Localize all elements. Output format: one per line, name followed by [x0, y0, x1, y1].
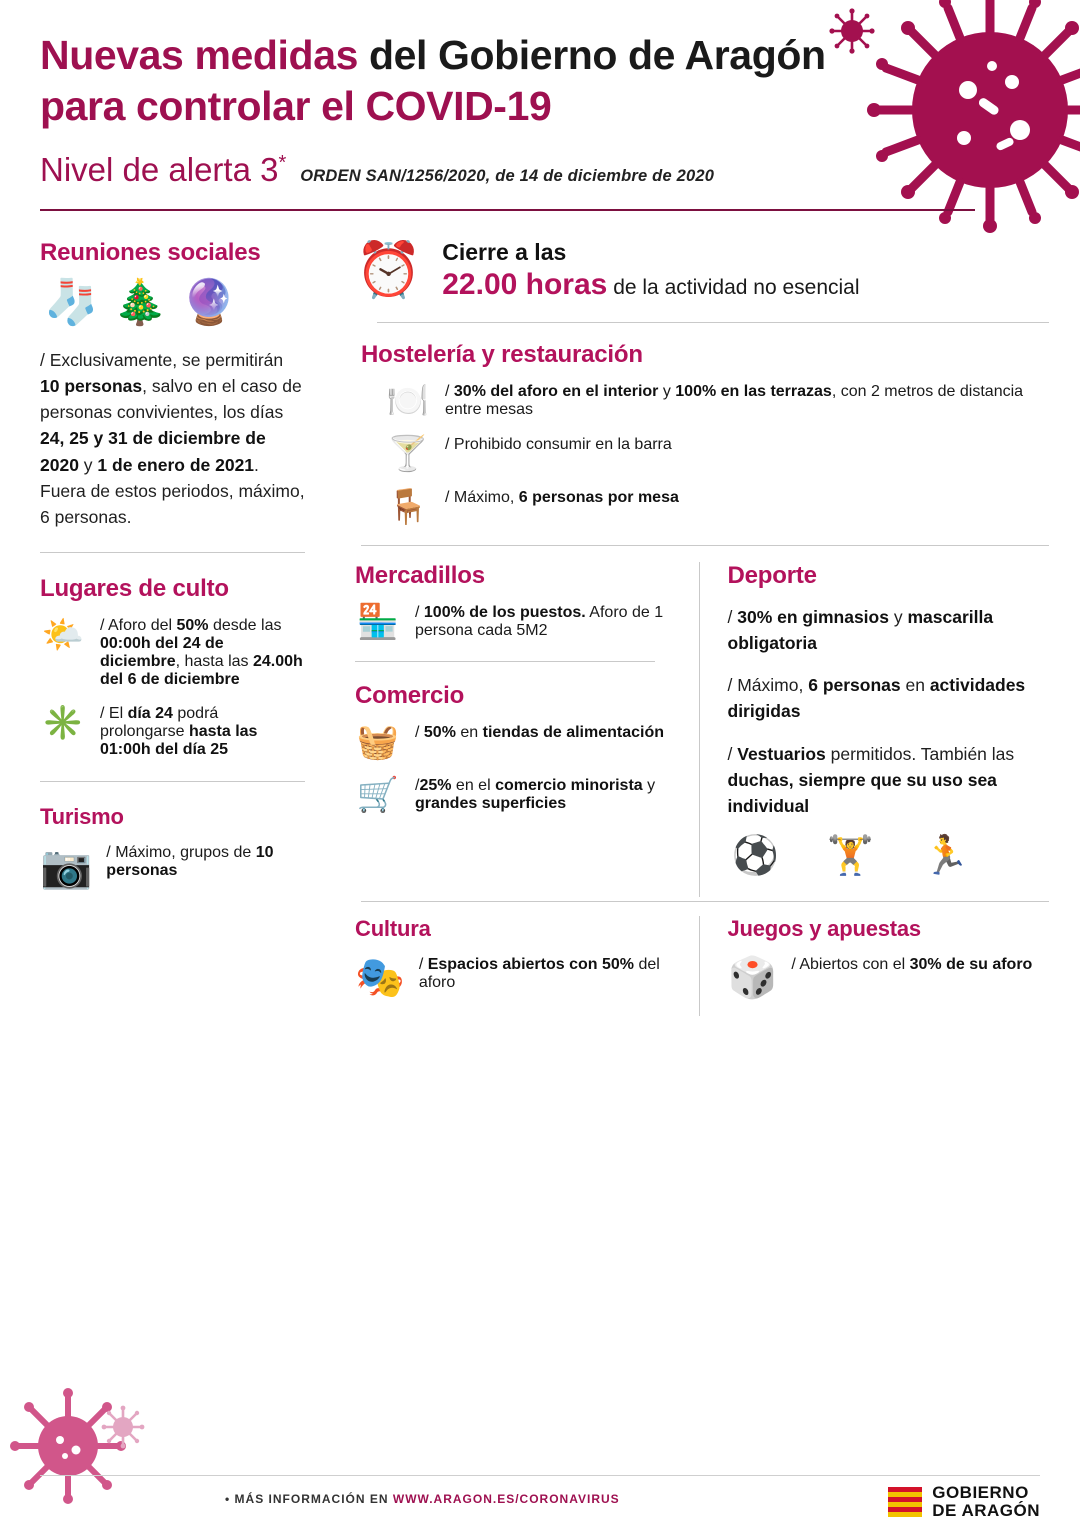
market-stall-icon: 🏪 — [356, 602, 400, 641]
cultura-item — [355, 956, 677, 1000]
reuniones-t3: y — [78, 454, 98, 475]
juegos-item — [728, 956, 1050, 1000]
culto-item-2-text — [100, 705, 305, 759]
star-sparkle-icon: ✳️ — [41, 704, 85, 743]
reuniones-b3: 1 de enero de 2021 — [97, 454, 255, 475]
turismo-pre: / Máximo, grupos de — [106, 844, 256, 862]
food-basket-icon: 🧺 — [356, 723, 400, 762]
order-reference: ORDEN SAN/1256/2020, de 14 de diciembre de 2020 — [300, 166, 715, 185]
alert-level-label: Nivel de alerta 3 — [40, 150, 279, 188]
title-part-1: Nuevas medidas — [40, 32, 358, 78]
reuniones-t4: . Fuera de estos periodos, máximo, 6 personas. — [40, 454, 305, 527]
section-title-comercio: Comercio — [355, 682, 465, 710]
culto-2-pre: / El — [100, 705, 128, 723]
culto-1-mid2: , hasta las — [175, 653, 253, 671]
culto-1-mid: desde las — [208, 617, 282, 635]
com-2-pre: / — [415, 777, 420, 795]
food-cloche-icon: 🍽️ — [386, 381, 430, 420]
virus-bottom-left-small-icon — [100, 1404, 146, 1450]
title-part-3: para controlar el COVID-19 — [40, 83, 552, 130]
jue-pre: / Abiertos con el — [791, 956, 910, 974]
turismo-item — [40, 844, 305, 890]
deporte-icons — [731, 835, 1050, 878]
soccer-ball-icon: ⚽ — [731, 835, 779, 878]
right-divider-3 — [361, 901, 1049, 902]
alert-level — [40, 151, 286, 189]
section-title-juegos: Juegos y apuestas — [727, 916, 921, 942]
alarm-clock-icon: ⏰ — [355, 240, 423, 300]
closing-rest: de la actividad no esencial — [607, 275, 860, 299]
turismo-text — [106, 844, 305, 880]
footer-url[interactable]: WWW.ARAGON.ES/CORONAVIRUS — [392, 1492, 620, 1506]
government-label — [932, 1484, 1040, 1520]
hosteleria-item-3 — [385, 489, 1049, 526]
section-title-culto: Lugares de culto — [40, 575, 229, 603]
section-title-cultura: Cultura — [355, 916, 431, 942]
right-divider-1 — [377, 322, 1049, 323]
turismo-bold: 10 personas — [106, 844, 274, 880]
title-part-2: del Gobierno de Aragón — [358, 32, 826, 78]
com-2-b2: comercio minorista — [495, 777, 643, 795]
main-grid — [40, 221, 1040, 1017]
culto-item-2 — [40, 705, 305, 759]
comercio-item-2-text — [415, 777, 677, 813]
host-1-pre: / — [445, 382, 454, 400]
cultura-column — [355, 916, 699, 1016]
running-icon: 🏃 — [922, 835, 970, 878]
cult-pre: / — [418, 956, 428, 974]
juegos-text — [791, 956, 1049, 974]
reuniones-icons — [44, 277, 305, 327]
section-title-hosteleria: Hostelería y restauración — [361, 340, 643, 368]
closing-hours: 22.00 horas — [442, 267, 608, 301]
deporte-item-2 — [728, 672, 1050, 725]
merc-bold: 100% de los puestos. — [423, 603, 586, 621]
dep-2-b2: actividades dirigidas — [727, 675, 1026, 722]
culto-1-pre: / Aforo del — [100, 617, 177, 635]
market-commerce-column — [355, 562, 699, 898]
juegos-column — [699, 916, 1050, 1016]
dep-1-mid: y — [888, 606, 908, 627]
host-3-b1: 6 personas por mesa — [518, 489, 679, 507]
closing-line-1: Cierre a las — [442, 238, 567, 265]
middle-two-columns — [355, 562, 1049, 898]
com-2-b3: grandes superficies — [415, 795, 567, 813]
hosteleria-item-1-text — [445, 383, 1049, 419]
header-divider — [40, 209, 975, 211]
gob-line-1: GOBIERNO — [932, 1483, 1029, 1503]
closing-line-2 — [442, 268, 859, 302]
jue-bold: 30% de su aforo — [909, 956, 1033, 974]
hosteleria-item-1 — [385, 383, 1049, 420]
bauble-icon: 🔮 — [181, 277, 237, 327]
right-column — [327, 221, 1049, 1017]
gob-line-2: DE ARAGÓN — [932, 1501, 1040, 1521]
dep-2-b1: 6 personas — [808, 675, 901, 696]
page-title — [40, 30, 880, 133]
cocktail-icon: 🍸 — [386, 434, 430, 473]
dep-2-pre: / Máximo, — [727, 675, 809, 696]
bottom-two-columns — [355, 916, 1049, 1016]
com-2-mid: en el — [451, 777, 496, 795]
culto-1-b2: 00:00h del 24 de diciembre — [100, 635, 224, 671]
culto-item-1 — [40, 617, 305, 689]
theatre-masks-icon: 🎭 — [355, 956, 405, 1001]
right-divider-2 — [361, 545, 1049, 546]
com-2-b1: 25% — [419, 777, 452, 795]
dep-3-mid: permitidos. También las — [825, 743, 1015, 764]
dep-2-mid: en — [900, 675, 930, 696]
shopping-cart-icon: 🛒 — [356, 776, 400, 815]
dep-1-b2: mascarilla obligatoria — [727, 606, 994, 653]
reuniones-t1: / Exclusivamente, se permitirán — [40, 349, 284, 370]
section-title-mercadillos: Mercadillos — [355, 561, 485, 589]
deporte-item-3 — [728, 741, 1050, 820]
footer-bullet: • — [225, 1492, 231, 1506]
aragon-flag-icon — [888, 1487, 922, 1517]
host-3-pre: / Máximo, — [445, 489, 519, 507]
christmas-tree-icon: 🎄 — [112, 277, 168, 327]
com-1-mid: en — [455, 724, 483, 742]
footer-divider — [40, 1475, 1040, 1476]
left-divider-1 — [40, 552, 305, 553]
reuniones-b1: 10 personas — [40, 375, 143, 396]
hosteleria-item-2-text: / Prohibido consumir en la barra — [445, 435, 672, 453]
closing-time-text — [442, 239, 859, 302]
left-divider-2 — [40, 781, 305, 782]
camera-icon: 📷 — [40, 843, 93, 891]
deporte-column — [699, 562, 1050, 898]
culto-1-b3: 24.00h del 6 de diciembre — [100, 653, 303, 689]
hosteleria-item-2 — [385, 436, 1049, 473]
host-1-b1: 30% del aforo en el interior — [453, 382, 659, 400]
culto-2-b2: hasta las 01:00h del día 25 — [100, 723, 258, 759]
culto-2-mid: podrá prolongarse — [100, 705, 219, 741]
com-1-b2: tiendas de alimentación — [482, 724, 664, 742]
alert-level-star: * — [278, 151, 287, 174]
com-2-mid2: y — [642, 777, 656, 795]
cult-post: del aforo — [418, 956, 660, 992]
hosteleria-block — [355, 341, 1049, 527]
merc-pre: / — [415, 603, 424, 621]
dice-icon: 🎲 — [727, 956, 778, 1001]
dep-3-b2: duchas, siempre que su uso sea individual — [727, 769, 997, 817]
footer-info-label: MÁS INFORMACIÓN EN — [234, 1492, 393, 1506]
host-1-b2: 100% en las terrazas — [675, 382, 832, 400]
closing-time-banner — [355, 239, 1049, 302]
header — [40, 0, 1040, 211]
culto-1-b1: 50% — [176, 617, 209, 635]
dep-3-b1: Vestuarios — [737, 743, 826, 764]
dep-1-b1: 30% en gimnasios — [737, 606, 889, 627]
reuniones-t2: , salvo en el caso de personas convivientes, los días — [40, 375, 302, 422]
footer — [40, 1475, 1040, 1521]
comercio-item-2 — [355, 777, 677, 814]
dep-1-pre: / — [727, 606, 738, 627]
comercio-item-1-text — [415, 724, 677, 742]
reuniones-b2: 24, 25 y 31 de diciembre de 2020 — [40, 428, 266, 475]
left-column — [40, 221, 327, 1017]
sock-icon: 🧦 — [44, 277, 99, 327]
com-1-pre: / — [415, 724, 424, 742]
cultura-text — [419, 956, 677, 992]
reuniones-text — [40, 347, 305, 531]
subtitle-row — [40, 151, 1040, 189]
government-logo — [888, 1484, 1040, 1520]
culto-item-1-text — [100, 617, 305, 689]
dep-3-pre: / — [727, 743, 738, 764]
deporte-item-1 — [728, 604, 1050, 657]
glow-icon: 🌤️ — [41, 616, 85, 655]
cult-b1: Espacios abiertos con 50% — [427, 956, 635, 974]
section-title-turismo: Turismo — [40, 804, 124, 830]
mercadillos-item — [355, 604, 677, 641]
merc-post: Aforo de 1 persona cada 5M2 — [415, 603, 664, 639]
hosteleria-item-3-text — [445, 489, 1049, 507]
host-1-mid: y — [658, 382, 676, 400]
host-1-post: , con 2 metros de distancia entre mesas — [445, 382, 1024, 418]
mercadillos-text — [415, 604, 677, 640]
comercio-item-1 — [355, 724, 677, 761]
section-title-deporte: Deporte — [727, 561, 817, 589]
section-title-reuniones: Reuniones sociales — [40, 238, 261, 266]
table-chairs-icon: 🪑 — [386, 488, 430, 527]
com-1-b1: 50% — [423, 724, 456, 742]
weightlifting-icon: 🏋️ — [826, 835, 875, 878]
culto-2-b1: día 24 — [127, 705, 173, 723]
mercadillos-divider — [355, 661, 655, 662]
